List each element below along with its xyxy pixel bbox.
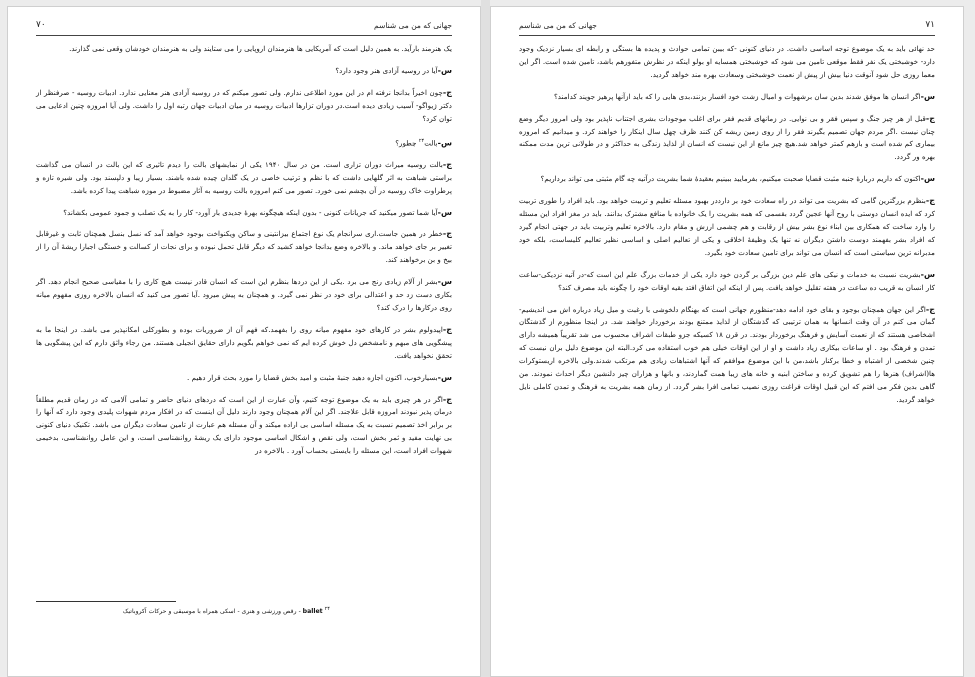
paragraph: [36, 43, 452, 56]
paragraph-text: اگر در هر چیزی باید به یک موضوع توجه کنیم، وآن عبارت از این است که دردهای دنیای حاضر و تمامی آلامی که در زمان قدیم مطلقاً درمان پذیر نبودند امروزه قابل علاجند. اگر این آلام همچنان وجود دارند دلیل آن اینست که در افکار مردم شهوات پلیدی وجود دارد که آنها را بر برابر اخذ تصمیم نسبت به یک مسئله اساسی بی اراده میکند و آن مسئله هم عبارت از تامین سعادت دیگران می باشد. تکنیک دنیای کنونی بی نهایت مفید و ثمر بخش است، ولی نقص و اشکال اساسی موجود دارای یک ریشهٔ روانشناسی است، و این عامل روانشناسی، بدخیمی شهوات افراد است، این مسئله را بایستی بحساب آورد . بالاخره در: [36, 394, 452, 456]
paragraph: [36, 394, 452, 459]
right-page-body: [519, 43, 935, 416]
paragraph-text: اپیدولوم بشر در کارهای خود مفهوم میانه روی را بفهمد.که فهم آن از ضروریات بوده و بطورکلی امکانپذیر می باشد. در اینجا ما به پیشگویی های مبهم و نامشخص دل خوش کرده ایم که نمی خواهم بگویم دارای حقایق انجیلی هستند. من رجاء واثق دارم که این پیشگویی ها تحقق نخواهد یافت.: [36, 324, 452, 360]
answer-marker: ج-: [925, 304, 935, 314]
paragraph: [519, 113, 935, 165]
paragraph-text: خطر در همین جاست.اری سرانجام یک نوع اجتماع بیزانتینی و ساکن ویکنواخت بوجود خواهد آمد که نسل بنسل همچنان ثابت و غیرقابل تغییر بر جای خواهد ماند. و بالاخره وضع بدانجا خواهد کشید که دیگر قابل تحمل نبوده و برای نجات از کسالت و خستگی اجبارا ریشهٔ آن را از بیخ و بن برخواهند کند.: [36, 229, 452, 265]
answer-marker: ج-: [442, 394, 452, 404]
paragraph: [36, 207, 452, 220]
paragraph: [36, 135, 452, 150]
paragraph: [519, 173, 935, 186]
footnote: [36, 606, 330, 615]
paragraph: [36, 65, 452, 78]
paragraph: [36, 372, 452, 385]
paragraph-text: حد نهائی باید به یک موضوع توجه اساسی داشت. در دنیای کنونی -که بیبن تمامی حوادث و پدیده ها بستگی و رابطه ای بسیار نزدیک وجود دارد- خوشبختی یک نفر فقط موقعی تامین می شود که خوشبختی همسایه او بولو اینکه در نظرش متفورهم باشد، تامین شده است. اگر این معما روزی حل شود آنوقت دنیا بیش از پیش از نعمت خوشبختی وسعادت بهره مند خواهد گردید.: [519, 44, 935, 79]
paragraph-text: بنظرم بزرگترین گامی که بشریت می تواند در راه سعادت خود بر دارددر بهبود مسئله تعلیم و تربیت خواهد بود. باید افراد را طوری تربیت کرد که ایده انسان دوستی با روح آنها عجین گردد بقسمی که همه بشریت را یک خانواده با منافع مشترک بدانند. باید در مغز افراد این مسئله را وارد ساخت که همکاری بین ابناء نوع بشر بیش از رقابت و هم چشمی ارزش و مقام دارد. بالاخره تعلیم وتربیت باید در جهتی انجام گیرد که افراد بشر بفهمند دوست داشتن دیگران نه تنها یک وظیفهٔ اخلاقی و یکی از تعالیم اصلی و اساسی نظیر تعالیم کلیساست، بلکه خود مدبرانه ترین سیاستی است که انسان می تواند برای تامین سعادت خود بگیرد.: [519, 196, 935, 257]
paragraph: [519, 269, 935, 295]
paragraph: [519, 91, 935, 104]
answer-marker: ج-: [442, 87, 452, 97]
paragraph-text: اکنون که داریم دربارهٔ جنبه مثبت قضایا صحبت میکنیم، بفرمایید ببینیم بعقیدهٔ شما بشریت درآتیه چه گام مثبتی می تواند برداریم؟: [540, 174, 921, 184]
paragraph-text: بشر از آلام زیادی رنج می برد .یکی از این دردها بنظرم این است که انسان قادر نیست هیچ کاری را با مقیاسی صحیح انجام دهد. اگر بکاری دست زد حد و اعتدالی برای خود در نظر نمی گیرد. و همچنان به پیش میرود .آیا تصور می کنید که انسان بالاخره روزی مفهوم میانه روی درکارها را درک کند؟: [36, 277, 452, 312]
question-marker: س-: [920, 269, 935, 279]
question-marker: س-: [920, 174, 935, 184]
paragraph-text: قبل از هر چیز جنگ و سپس فقر و بی نوایی. در زمانهای قدیم فقر برای اغلب موجودات بشری اجتناب ناپذیر بود ولی امروز دیگر وضع چنان نیست .اگر مردم جهان تصمیم بگیرند فقر را از روی زمین ریشه کن کنند ظرف چهل سال اینکار را خواهند کرد. و میدانیم که امروزه بیماری کم شده است و بازهم کمتر خواهد شد.هیچ چیز مانع از این نیست که انسان از لذایذ زندگی به حداکثر و در طولانی ترین مدت ممکنه بهره ور گردد.: [519, 113, 935, 162]
paragraph: [36, 159, 452, 198]
answer-marker: ج-: [925, 196, 935, 206]
book-title-right: جهانی که من می شناسم: [519, 21, 597, 30]
paragraph: [36, 228, 452, 267]
paragraph-text-continued: چطور؟: [395, 137, 419, 147]
paragraph: [36, 87, 452, 126]
paragraph-text: چون اخیراً بدانجا نرفته ام در این مورد اطلاعی ندارم. ولی تصور میکنم که در روسیه آزادی هنر معنایی ندارد. ادبیات روسیه - صرفنظر از دکتر ژیواگو- آسیب زیادی دیده است.در دوران تزارها ادبیات روسیه در میان ادبیات جهان رتبه اول را داشت. ولی آیا امروزه چنین ادعایی می توان کرد؟: [36, 87, 452, 123]
paragraph-text: یک هنرمند بارآید. به همین دلیل است که آمریکایی ها هنرمندان اروپایی را می ستایند ولی به هنرمندان خودشان وقعی نمی گذارند.: [69, 44, 452, 53]
paragraph: [36, 324, 452, 363]
paragraph: [519, 43, 935, 82]
paragraph-text: بالت روسیه میراث دوران تزاری است. من در سال ۱۹۴۰ یکی از نمایشهای بالت را دیدم تاثیری که این بالت در انسان می گذاشت براستی شباهت به اثر گلهایی داشت که با نظم و ترتیب خاصی در یک گلدان چیده شده باشند. بسیار زیبا و دلپسند بود. ولی شیره تازه و پرطراوت خاک روسیه در آن بچشم نمی خورد. تصور می کنم امروزه بالت روسیه به آثار مضبوط در موزه شباهت پیدا کرده باشد.: [36, 159, 452, 195]
paragraph-text: اگر انسان ها موفق شدند بدین سان برشهوات و امیال زشت خود افسار بزنند،بدی هایی را که باید ازآنها پرهیز جویند کدامند؟: [553, 91, 921, 101]
book-spine: [481, 0, 490, 677]
page-number-left: ۷۰: [36, 20, 46, 30]
question-marker: س-: [437, 207, 452, 217]
paragraph: [519, 195, 935, 260]
footnote-latin-term: ballet: [302, 608, 323, 616]
paragraph-text: بالت: [424, 137, 438, 147]
footnote-divider: [36, 601, 176, 602]
left-page: [7, 6, 481, 677]
paragraph: [519, 304, 935, 407]
question-marker: س-: [437, 277, 452, 287]
paragraph-text: آیا در روسیه آزادی هنر وجود دارد؟: [335, 65, 438, 75]
right-page: [490, 6, 964, 677]
question-marker: س-: [437, 65, 452, 75]
question-marker: س-: [437, 137, 452, 147]
right-running-head: [519, 19, 935, 36]
answer-marker: ج-: [442, 324, 452, 334]
answer-marker: ج-: [442, 159, 452, 169]
paragraph-text: بشریت نسبت به خدمات و نیکی های علم دین بزرگی بر گردن خود دارد یکی از خدمات بزرگ علم این است که-در آتیه نزدیکی-ساعت کار انسان به قریب ده ساعت در هفته تقلیل خواهد یافت. پس از اینکه این اتفاق افتد بقیه اوقات خود را چگونه باید مصرف کند؟: [519, 269, 935, 292]
paragraph-text: آیا شما تصور میکنید که جریانات کنونی - بدون اینکه هیچگونه بهرهٔ جدیدی بار آورد- کار را به یک تصلب و جمود عمومی بکشاند؟: [63, 207, 438, 217]
question-marker: س-: [920, 91, 935, 101]
paragraph-text: بسیارخوب، اکنون اجازه دهید جنبهٔ مثبت و امید بخش قضایا را مورد بحث قرار دهیم .: [187, 372, 438, 382]
left-running-head: [36, 19, 452, 36]
paragraph-text: اگر این جهان همچنان بوجود و بقای خود ادامه دهد-منظورم جهانی است که بهنگام دلخوشی با رغبت و میل زیاد درباره اش می اندیشیم-گمان می کنم در آن وقت انسانها به همان ترتیبی که گذشتگان از لذایذ ممتنع بودند برخوردار خواهند شد. در اینجا منظورم از گذشتگان اشخاصی هستند که از نعمت آسایش و فرهنگ برخوردار بودند. در قرن ۱۸ کسیکه جزو طبقات اشراف محسوب می شد تقریباً همیشه دارای تمدن و فرهنگ بود . او ساعات بیکاری زیاد داشت و او از این اوقات خیلی هم خوب استفاده می کرد.البته این موضوع دلیل بران نیست که چنین شخصی از اشتباه و خطا برکنار باشد،من با این موضوع موافقم که آنها اشتباهات زیادی هم مرتکب شدند.ولی بالاخره اریستوکرات ها(اشراف) هنرها را هم تشویق کرده و ساختن ابنیه و خانه های زیبا همت گماردند، و بانها و هزاران چیز دلنشین دیگر احداث نمودند. من گاهی بدین فکر می افتم که این قبیل اوقات فراغت روزی نصیب تمامی افرا بشر گردد. از زمان همه بشریت به فرهنگ و تمدن کاملی نایل خواهد گردید.: [519, 304, 935, 404]
page-number-right: ۷۱: [925, 20, 935, 30]
book-title-left: جهانی که من می شناسم: [374, 21, 452, 30]
left-page-body: [36, 43, 452, 467]
footnote-number: ۲۴: [324, 606, 330, 612]
footnote-reference: ۲۴: [418, 137, 425, 144]
footnote-text: - رقص ورزشی و هنری - اسکی همراه با موسیقی و حرکات آکروباتیک: [122, 608, 301, 616]
paragraph: [36, 276, 452, 315]
answer-marker: ج-: [442, 229, 452, 239]
answer-marker: ج-: [925, 113, 935, 123]
question-marker: س-: [437, 372, 452, 382]
